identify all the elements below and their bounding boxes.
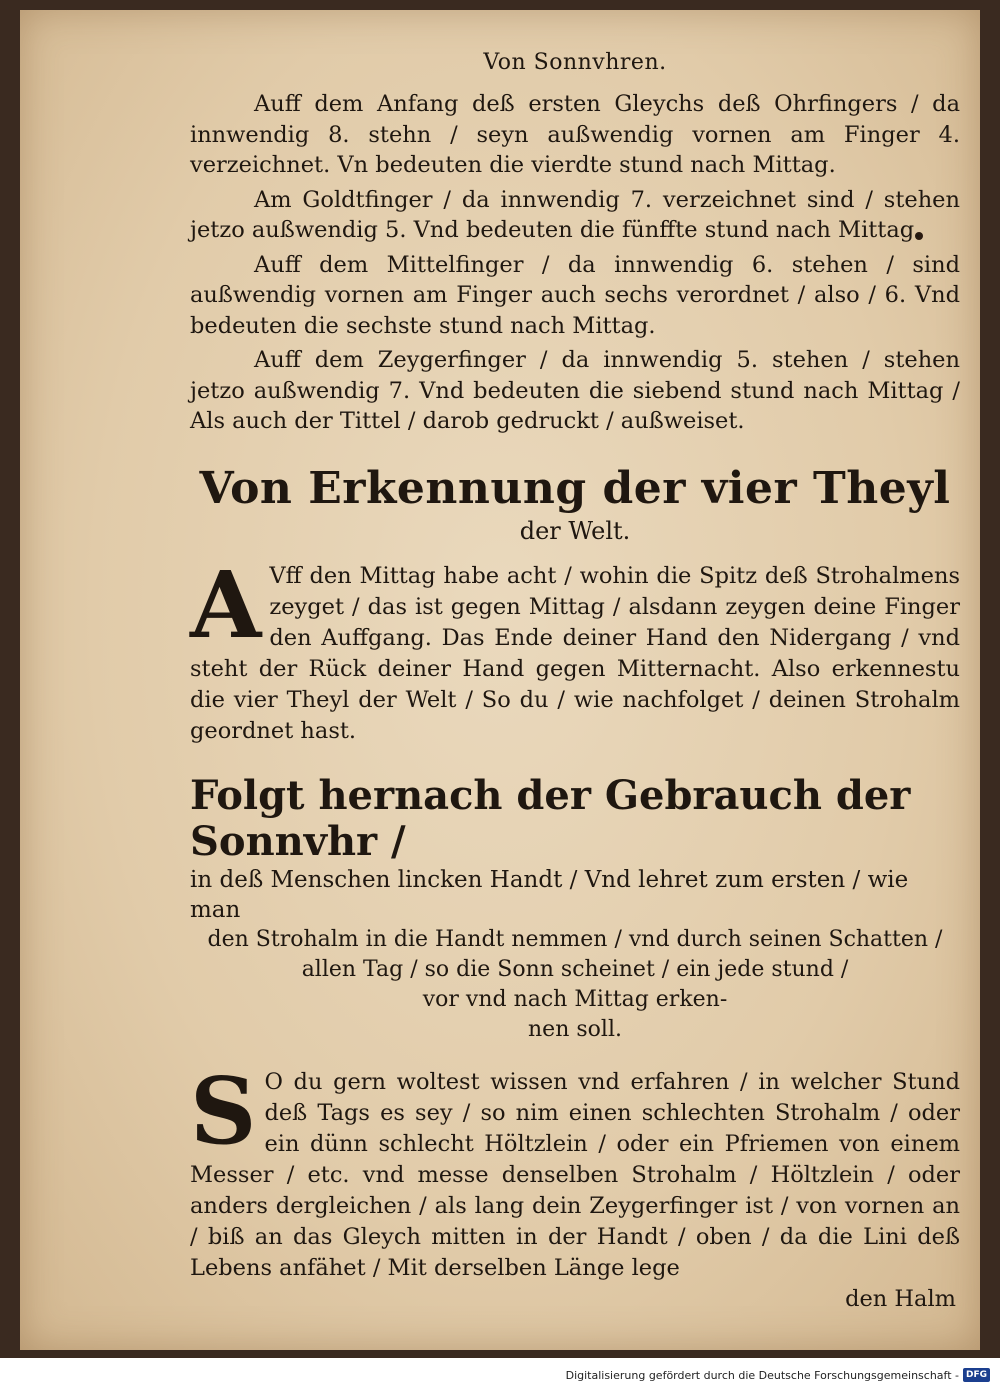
book-page bbox=[20, 10, 980, 1350]
paragraph-ohrfinger: Auff dem Anfang deß ersten Gleychs deß Ohrfingers / da innwendig 8. stehn / seyn außwendig vornen am Finger 4. verzeichnet. Vn bedeuten die vierdte stund nach Mittag. bbox=[190, 91, 960, 178]
paragraph-mittelfinger: Auff dem Mittelfinger / da innwendig 6. stehen / sind außwendig vornen am Finger auch sechs verordnet / also / 6. Vnd bedeuten die sechste stund nach Mittag. bbox=[190, 251, 960, 339]
final-body-text: O du gern woltest wissen vnd erfahren / in welcher Stund deß Tags es sey / so nim einen schlechten Strohalm / oder ein dünn schlecht Höltzlein / oder ein Pfriemen von einem Messer / etc. vnd messe denselben Strohalm / Höltzlein / oder anders dergleichen / als lang dein Zeygerfinger ist / von vornen an / biß an das Gleych mitten in der Handt / oben / da die Lini deß Lebens anfähet / Mit derselben Länge lege bbox=[190, 1068, 960, 1281]
folgt-title: Folgt hernach der Gebrauch der Sonnvhr / bbox=[190, 771, 911, 865]
dfg-logo: DFG bbox=[963, 1368, 990, 1382]
folgt-line: nen soll. bbox=[528, 1016, 622, 1042]
footer-credit bbox=[566, 1365, 990, 1385]
folgt-line: den Strohalm in die Handt nemmen / vnd durch seinen Schatten / bbox=[207, 926, 943, 952]
final-body bbox=[190, 1056, 960, 1284]
folgt-line: in deß Menschen lincken Handt / Vnd lehret zum ersten / wie man bbox=[190, 866, 909, 923]
drop-cap-initial: S bbox=[190, 1056, 257, 1165]
section-body-text: Vff den Mittag habe acht / wohin die Spitz deß Strohalmens zeyget / das ist gegen Mittag / alsdann zeygen deine Finger den Auffgang. Das Ende deiner Hand den Nidergang / vnd steht der Rück deiner Hand gegen Mitternacht. Also erkennestu die vier Theyl der Welt / So du / wie nachfolget / deinen Strohalm geordnet hast. bbox=[190, 562, 960, 744]
folgt-line: allen Tag / so die Sonn scheinet / ein jede stund / bbox=[301, 956, 849, 982]
catchword: den Halm bbox=[845, 1285, 956, 1312]
footer-text: Digitalisierung gefördert durch die Deutsche Forschungsgemeinschaft - bbox=[565, 1368, 959, 1382]
folgt-heading-block bbox=[190, 773, 960, 1045]
page-content bbox=[190, 50, 960, 1315]
paragraph-zeygerfinger: Auff dem Zeygerfinger / da innwendig 5. stehen / stehen jetzo außwendig 7. Vnd bedeuten die siebend stund nach Mittag / Als auch der Tittel / darob gedruckt / außweiset. bbox=[190, 347, 960, 434]
section-body bbox=[190, 550, 960, 747]
section-subtitle: der Welt. bbox=[519, 516, 631, 545]
folgt-line: vor vnd nach Mittag erken- bbox=[422, 986, 728, 1012]
paragraph-goldtfinger: Am Goldtfinger / da innwendig 7. verzeichnet sind / stehen jetzo außwendig 5. Vnd bedeuten die fünffte stund nach Mittag. bbox=[190, 186, 960, 243]
running-head: Von Sonnvhren. bbox=[483, 50, 667, 75]
drop-cap-initial: A bbox=[190, 550, 262, 659]
section-title: Von Erkennung der vier Theyl bbox=[199, 462, 951, 514]
